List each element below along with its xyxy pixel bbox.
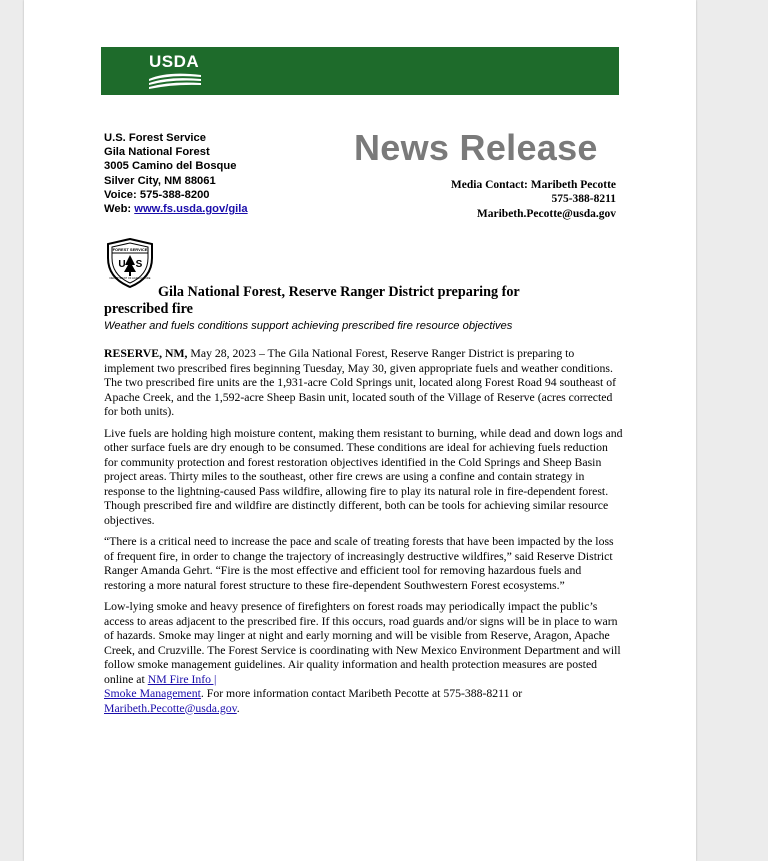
- address-line: Silver City, NM 88061: [104, 174, 216, 187]
- paragraph-4-mid: . For more information contact Maribeth Pecotte at 575-388-8211 or: [200, 687, 523, 700]
- article-subhead: Weather and fuels conditions support achieving prescribed fire resource objectives: [104, 320, 513, 332]
- media-contact-email: Maribeth.Pecotte@usda.gov: [476, 207, 616, 220]
- address-line: Voice: 575-388-8200: [104, 188, 210, 201]
- paragraph-1-text: May 28, 2023 – The Gila National Forest, Reserve Ranger District is preparing to implement two prescribed fires beginning Tuesday, May 30, given appropriate fuels and weather conditions. The two prescribed fire units are the 1,931-acre Cold Springs unit, located along Forest Road 94 southeast of Apache Creek, and the 1,592-acre Sheep Basin unit, located south of the Village of Reserve (acres corrected for both units).: [104, 347, 616, 418]
- usda-banner: [101, 47, 619, 95]
- shield-top-text: FOREST SERVICE: [112, 247, 148, 252]
- article-body: [104, 347, 623, 723]
- media-contact: [451, 178, 616, 221]
- agency-address: [104, 131, 248, 216]
- paragraph-4-end: .: [236, 701, 240, 715]
- nm-fire-info-link-line-2: Smoke Management: [104, 687, 201, 700]
- web-line: [104, 202, 248, 216]
- article-headline: [104, 284, 624, 318]
- address-line: U.S. Forest Service: [104, 132, 206, 144]
- paragraph-1: [104, 347, 623, 420]
- web-label: Web:: [104, 203, 135, 216]
- contact-email-link[interactable]: Maribeth.Pecotte@usda.gov: [104, 701, 237, 715]
- dateline: RESERVE, NM,: [104, 347, 188, 360]
- paragraph-4: [104, 600, 623, 716]
- usda-logo: [149, 53, 201, 91]
- website-link[interactable]: www.fs.usda.gov/gila: [134, 203, 248, 216]
- shield-bottom-text: DEPARTMENT OF AGRICULTURE: [109, 277, 151, 280]
- usda-logo-text: USDA: [149, 52, 200, 71]
- svg-text:U: U: [118, 259, 126, 270]
- news-release-title: News Release: [354, 127, 598, 168]
- address-line: Gila National Forest: [104, 146, 210, 159]
- svg-text:S: S: [135, 259, 143, 270]
- nm-fire-info-link-line-1: NM Fire Info |: [147, 672, 217, 686]
- usda-hills-icon: [149, 71, 201, 89]
- media-contact-phone: 575-388-8211: [551, 193, 616, 206]
- headline-line-2: prescribed fire: [104, 301, 193, 317]
- paragraph-4-text: Low-lying smoke and heavy presence of firefighters on forest roads may periodically impact the public’s access to areas adjacent to the prescribed fire. If this occurs, road guards and/or signs will be in place to warn of hazards. Smoke may linger at night and early morning and will be visible from Reserve, Aragon, Apache Creek, and Cruzville. The Forest Service is coordinating with New Mexico Environment Department and will follow smoke management guidelines. Air quality information and health protection measures are posted online at: [104, 600, 621, 686]
- document-page: [24, 0, 696, 861]
- headline-line-1: Gila National Forest, Reserve Ranger District preparing for: [158, 284, 520, 300]
- paragraph-3: “There is a critical need to increase the pace and scale of treating forests that have been impacted by the loss of frequent fire, in order to change the trajectory of increasingly destructive wildfires,” said Reserve District Ranger Amanda Gehrt. “Fire is the most effective and efficient tool for removing hazardous fuels and restoring a more natural forest structure to these fire-dependent Southwestern Forest ecosystems.”: [104, 535, 614, 592]
- media-contact-name: Media Contact: Maribeth Pecotte: [450, 179, 616, 191]
- address-line: 3005 Camino del Bosque: [104, 160, 237, 173]
- paragraph-2: Live fuels are holding high moisture content, making them resistant to burning, while dead and down logs and other surface fuels are dry enough to be consumed. These conditions are ideal for achieving fuels reduction for community protection and forest restoration objectives identified in the Cold Springs and Sheep Basin project areas. Thirty miles to the southeast, other fire crews are using a confine and contain strategy in response to the lightning-caused Pass wildfire, allowing fire to play its natural role in fire-dependent forest. Though prescribed fire and wildfire are distinctly different, both can be tools for achieving similar resource objectives.: [104, 426, 623, 527]
- forest-service-shield-icon: [106, 238, 154, 288]
